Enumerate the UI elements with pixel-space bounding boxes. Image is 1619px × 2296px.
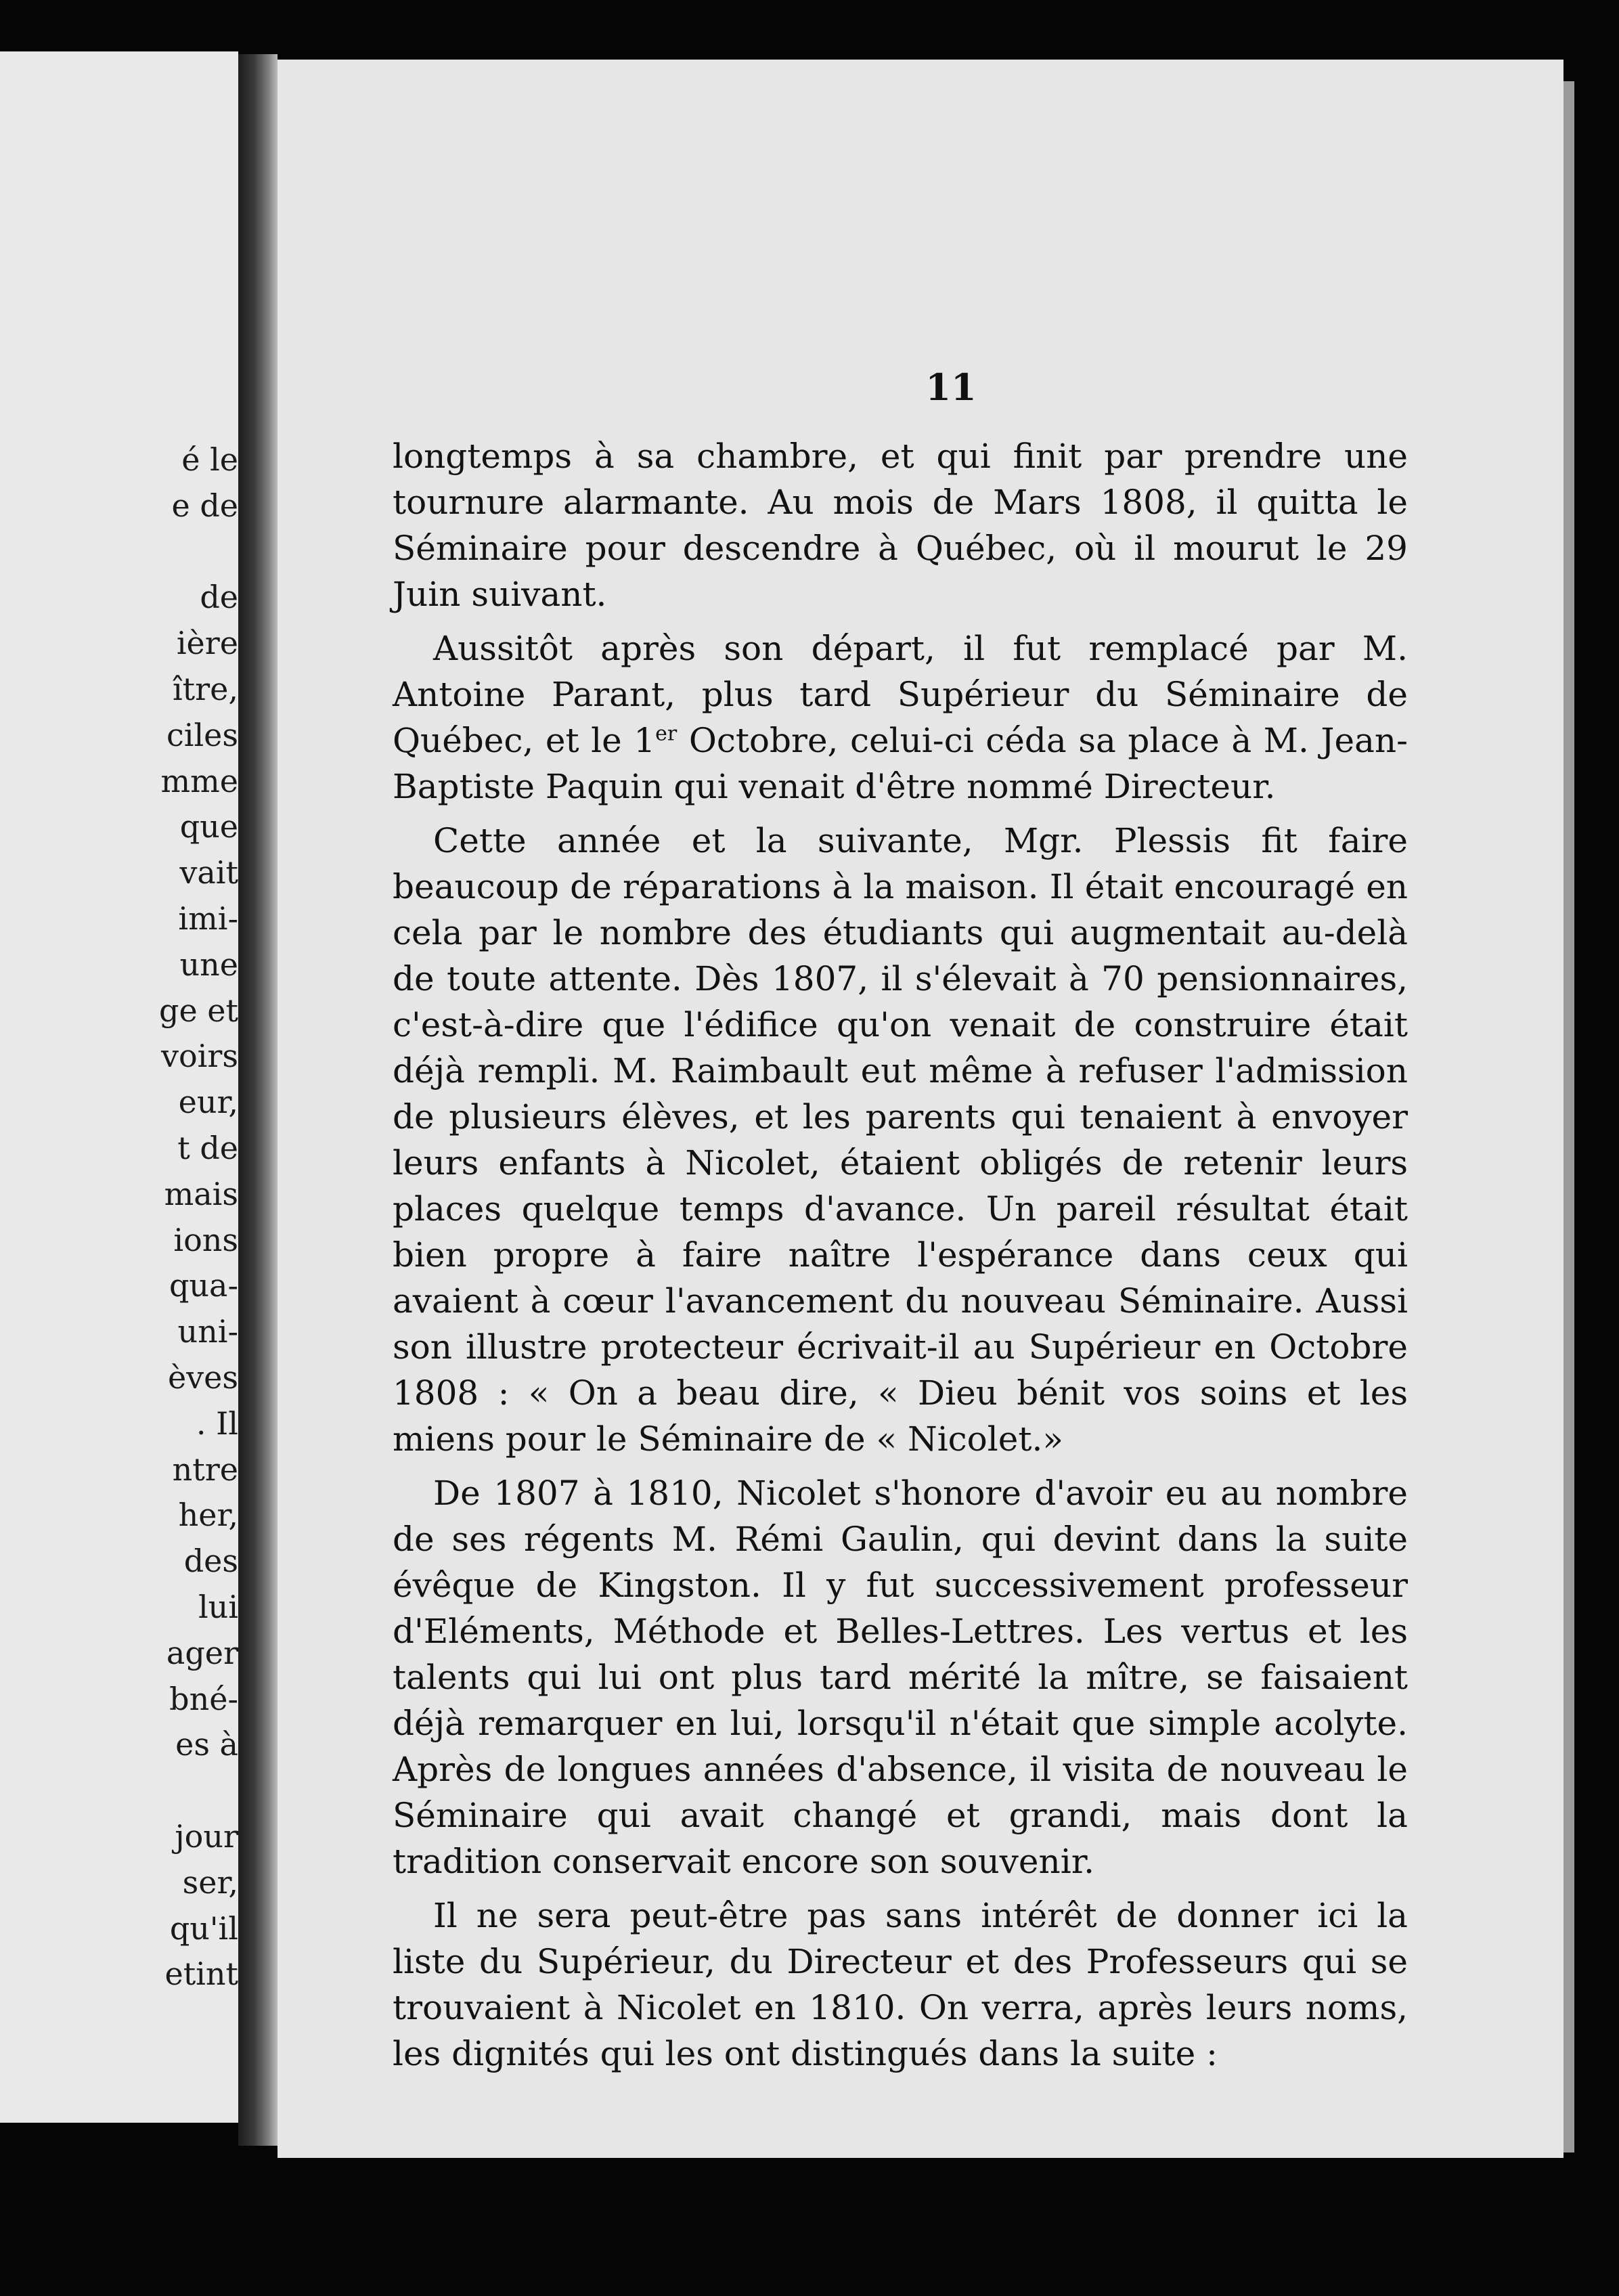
left-fragment <box>35 1768 238 1814</box>
book-spine <box>238 54 278 2146</box>
paragraph-5: Il ne sera peut-être pas sans intérêt de donner ici la liste du Supérieur, du Directeur et des Professeurs qui se trouvaient à Nicolet en 1810. On verra, après leurs noms, les dignités qui les ont distingués dans la suite : <box>393 1896 1408 2073</box>
left-fragment: des <box>183 1543 238 1580</box>
paragraph-2: Aussitôt après son départ, il fut remplacé par M. Antoine Parant, plus tard Supérieur du Séminaire de Québec, et le 1er Octobre, celui-ci céda sa place à M. Jean-Baptiste Paquin qui venait d'être nommé Directeur. <box>393 629 1408 806</box>
left-fragment: eur, <box>178 1084 238 1121</box>
left-fragment: e de <box>171 487 238 524</box>
left-fragment: lui <box>198 1588 238 1625</box>
left-fragment: her, <box>178 1497 238 1534</box>
left-fragment: ser, <box>182 1863 238 1901</box>
left-fragment: ager <box>166 1634 238 1671</box>
left-page-text-fragments <box>35 437 238 1997</box>
left-fragment <box>35 529 238 575</box>
left-fragment: ions <box>173 1221 238 1258</box>
left-fragment: é le <box>181 441 238 478</box>
left-fragment: voirs <box>161 1038 238 1075</box>
paragraph-4: De 1807 à 1810, Nicolet s'honore d'avoir eu au nombre de ses régents M. Rémi Gaulin, qui devint dans la suite évêque de Kingston. Il y fut successivement professeur d'Eléments, Méthode et Belles-Lettres. Les vertus et les talents qui lui ont plus tard mérité la mître, se faisaient déjà remarquer en lui, lorsqu'il n'était que simple acolyte. Après de longues années d'absence, il visita de nouveau le Séminaire qui avait changé et grandi, mais dont la tradition conservait encore son souvenir. <box>393 1474 1408 1881</box>
left-fragment: que <box>179 808 238 845</box>
left-fragment: de <box>200 579 238 616</box>
page-number: 11 <box>925 366 977 409</box>
left-fragment: vait <box>179 854 238 891</box>
left-fragment: ntre <box>172 1451 238 1488</box>
page-edge <box>1563 81 1574 2152</box>
left-fragment: ciles <box>166 716 238 753</box>
left-fragment: mme <box>160 762 238 799</box>
left-fragment: uni- <box>177 1313 238 1350</box>
paragraph-1: longtemps à sa chambre, et qui finit par prendre une tournure alarmante. Au mois de Mars 1808, il quitta le Séminaire pour descendre à Québec, où il mourut le 29 Juin suivant. <box>393 437 1408 614</box>
left-fragment: t de <box>177 1129 238 1166</box>
left-fragment: ge et <box>159 992 238 1029</box>
left-fragment: es à <box>175 1726 238 1763</box>
left-fragment: jour <box>175 1817 238 1855</box>
left-fragment: une <box>179 946 238 983</box>
left-fragment: qu'il <box>169 1909 238 1947</box>
left-fragment: mais <box>164 1175 238 1212</box>
left-fragment: . Il <box>196 1405 238 1442</box>
body-text <box>393 433 1408 2085</box>
left-page <box>0 51 238 2123</box>
left-fragment: qua- <box>169 1267 238 1304</box>
left-fragment: ière <box>176 625 238 662</box>
left-fragment: èves <box>167 1359 238 1396</box>
left-fragment: bné- <box>169 1680 238 1717</box>
left-fragment: imi- <box>178 900 238 937</box>
paragraph-3: Cette année et la suivante, Mgr. Plessis fit faire beaucoup de réparations à la maison. Il était encouragé en cela par le nombre des étudiants qui augmentait au-delà de toute attente. Dès 1807, il s'élevait à 70 pensionnaires, c'est-à-dire que l'édifice qu'on venait de construire était déjà rempli. M. Raimbault eut même à refuser l'admission de plusieurs élèves, et les parents qui tenaient à envoyer leurs enfants à Nicolet, étaient obligés de retenir leurs places quelque temps d'avance. Un pareil résultat était bien propre à faire naître l'espérance dans ceux qui avaient à cœur l'avancement du nouveau Séminaire. Aussi son illustre protecteur écrivait-il au Supérieur en Octobre 1808 : « On a beau dire, « Dieu bénit vos soins et les miens pour le Séminaire de « Nicolet.» <box>393 821 1408 1459</box>
left-fragment: etint <box>164 1956 238 1993</box>
left-fragment: ître, <box>172 670 238 707</box>
